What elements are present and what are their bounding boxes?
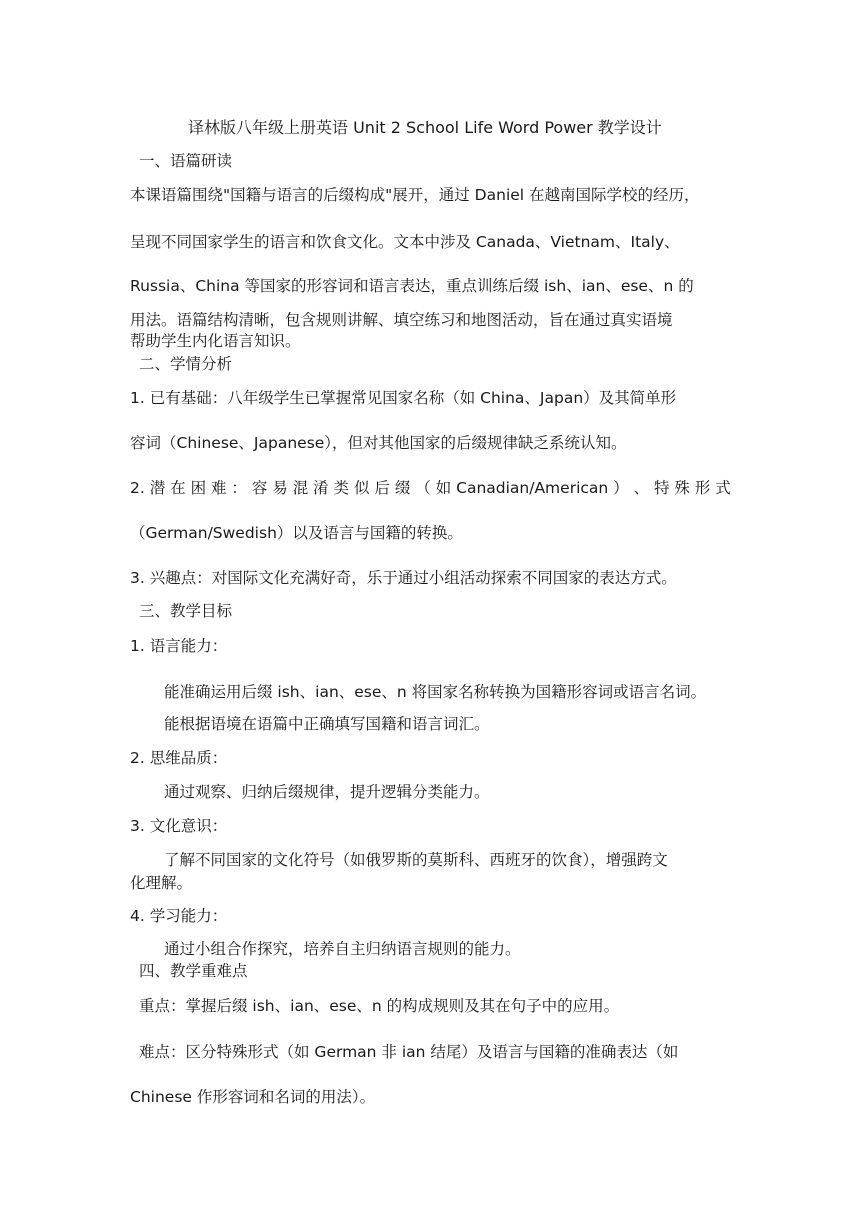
list-item: 4. 学习能力： [130, 907, 228, 925]
list-item: 1. 已有基础：八年级学生已掌握常见国家名称（如 China、Japan）及其简单形 [130, 389, 677, 407]
list-item: 容词（Chinese、Japanese），但对其他国家的后缀规律缺乏系统认知。 [130, 434, 627, 452]
list-item: 3. 兴趣点：对国际文化充满好奇，乐于通过小组活动探索不同国家的表达方式。 [130, 569, 677, 587]
list-item: 1. 语言能力： [130, 637, 228, 655]
list-item: 2. 潜 在 困 难 ： 容 易 混 淆 类 似 后 缀 （ 如 Canadian/American ） 、 特 殊 形 式 [130, 479, 731, 497]
list-item: 2. 思维品质： [130, 749, 228, 767]
paragraph-line: 本课语篇围绕"国籍与语言的后缀构成"展开，通过 Daniel 在越南国际学校的经历， [130, 186, 700, 204]
list-item: （German/Swedish）以及语言与国籍的转换。 [130, 524, 463, 542]
document-title: 译林版八年级上册英语 Unit 2 School Life Word Power 教学设计 [188, 118, 662, 137]
section-heading-3: 三、教学目标 [139, 602, 233, 620]
list-item: 能根据语境在语篇中正确填写国籍和语言词汇。 [164, 715, 490, 733]
list-item: 3. 文化意识： [130, 817, 228, 835]
section-heading-4: 四、教学重难点 [139, 962, 248, 980]
list-item: 通过观察、归纳后缀规律，提升逻辑分类能力。 [164, 783, 490, 801]
list-item: 化理解。 [130, 874, 193, 892]
section-heading-2: 二、学情分析 [139, 355, 233, 373]
paragraph-line: 难点：区分特殊形式（如 German 非 ian 结尾）及语言与国籍的准确表达（如 [139, 1043, 679, 1061]
list-item: 能准确运用后缀 ish、ian、ese、n 将国家名称转换为国籍形容词或语言名词。 [164, 683, 707, 701]
paragraph-line: 用法。语篇结构清晰，包含规则讲解、填空练习和地图活动，旨在通过真实语境 [130, 311, 673, 329]
paragraph-line: 呈现不同国家学生的语言和饮食文化。文本中涉及 Canada、Vietnam、Italy、 [130, 233, 680, 251]
list-item: 了解不同国家的文化符号（如俄罗斯的莫斯科、西班牙的饮食），增强跨文 [164, 851, 668, 869]
paragraph-line: Russia、China 等国家的形容词和语言表达，重点训练后缀 ish、ian、ese、n 的 [130, 277, 694, 295]
paragraph-line: 重点：掌握后缀 ish、ian、ese、n 的构成规则及其在句子中的应用。 [139, 997, 620, 1015]
paragraph-line: 帮助学生内化语言知识。 [130, 332, 301, 350]
section-heading-1: 一、语篇研读 [139, 152, 233, 170]
paragraph-line: Chinese 作形容词和名词的用法）。 [130, 1088, 376, 1106]
list-item: 通过小组合作探究，培养自主归纳语言规则的能力。 [164, 940, 521, 958]
